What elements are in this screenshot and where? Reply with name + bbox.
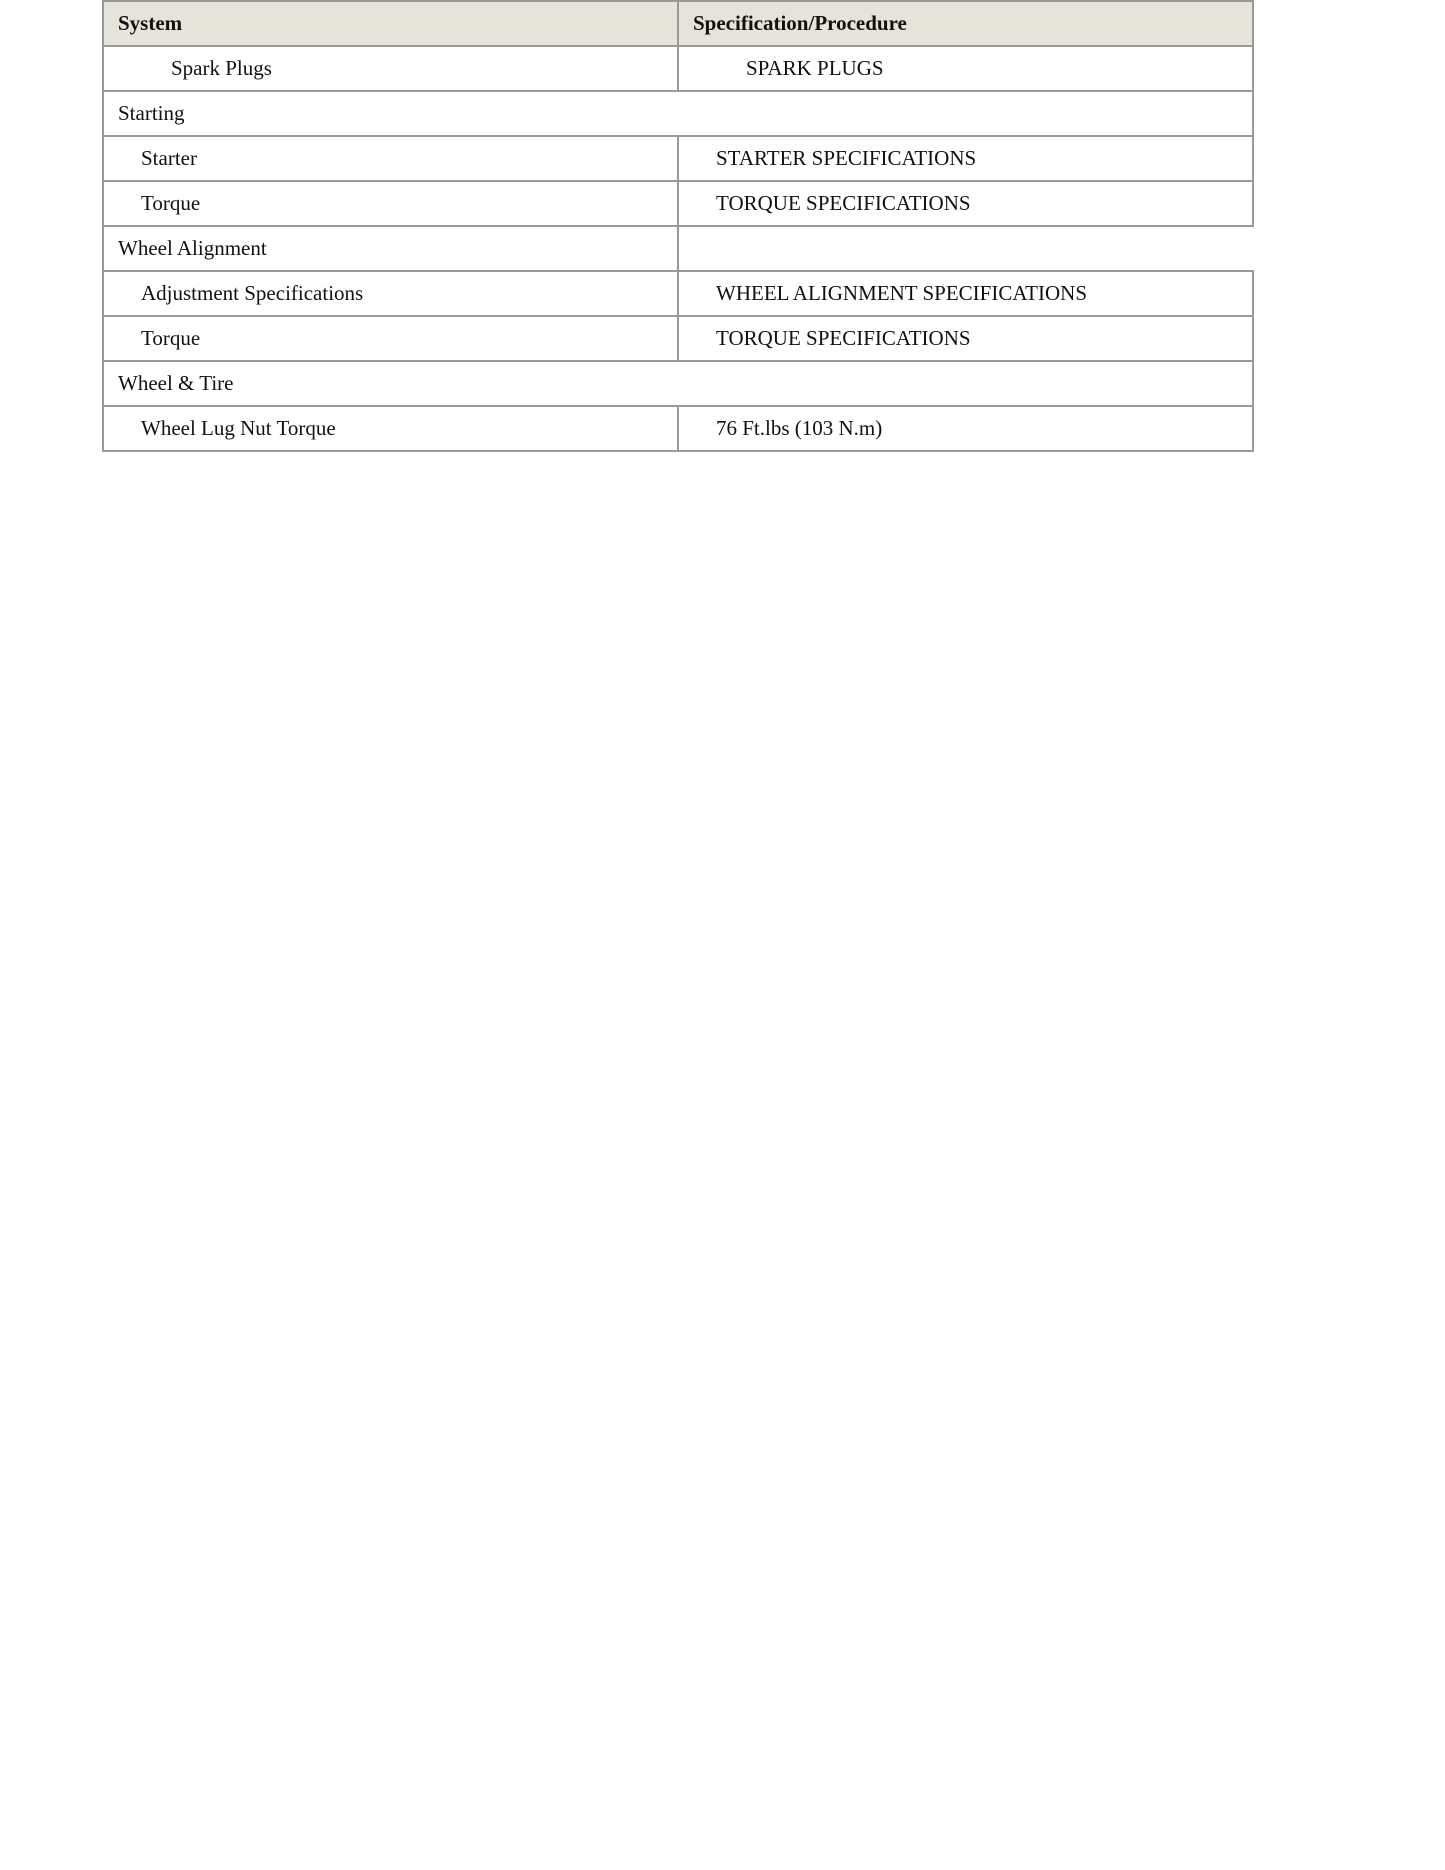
header-specification-procedure: Specification/Procedure bbox=[678, 1, 1253, 46]
section-heading-wheel-alignment: Wheel Alignment bbox=[103, 226, 678, 271]
system-cell-alignment-torque: Torque bbox=[103, 316, 678, 361]
header-system: System bbox=[103, 1, 678, 46]
system-cell-starting-torque: Torque bbox=[103, 181, 678, 226]
table-row bbox=[103, 271, 1253, 316]
spec-link-starting-torque[interactable]: TORQUE SPECIFICATIONS bbox=[678, 181, 1253, 226]
table-header bbox=[103, 1, 1253, 46]
table-row bbox=[103, 316, 1253, 361]
table-row bbox=[103, 46, 1253, 91]
spec-link-spark-plugs[interactable]: SPARK PLUGS bbox=[678, 46, 1253, 91]
section-row bbox=[103, 226, 1253, 271]
spec-link-alignment-torque[interactable]: TORQUE SPECIFICATIONS bbox=[678, 316, 1253, 361]
header-row bbox=[103, 1, 1253, 46]
section-row bbox=[103, 361, 1253, 406]
table-row bbox=[103, 181, 1253, 226]
system-cell-wheel-lug-nut-torque: Wheel Lug Nut Torque bbox=[103, 406, 678, 451]
section-row bbox=[103, 91, 1253, 136]
spec-value-lug-nut-torque: 76 Ft.lbs (103 N.m) bbox=[678, 406, 1253, 451]
section-heading-starting: Starting bbox=[103, 91, 1253, 136]
system-cell-starter: Starter bbox=[103, 136, 678, 181]
spec-link-starter[interactable]: STARTER SPECIFICATIONS bbox=[678, 136, 1253, 181]
table-body bbox=[103, 46, 1253, 451]
spec-link-wheel-alignment[interactable]: WHEEL ALIGNMENT SPECIFICATIONS bbox=[678, 271, 1253, 316]
system-cell-adjustment-specifications: Adjustment Specifications bbox=[103, 271, 678, 316]
section-heading-wheel-tire: Wheel & Tire bbox=[103, 361, 1253, 406]
empty-cell bbox=[678, 226, 1253, 271]
specifications-table bbox=[102, 0, 1254, 452]
table-row bbox=[103, 136, 1253, 181]
system-cell-spark-plugs: Spark Plugs bbox=[103, 46, 678, 91]
table-row bbox=[103, 406, 1253, 451]
